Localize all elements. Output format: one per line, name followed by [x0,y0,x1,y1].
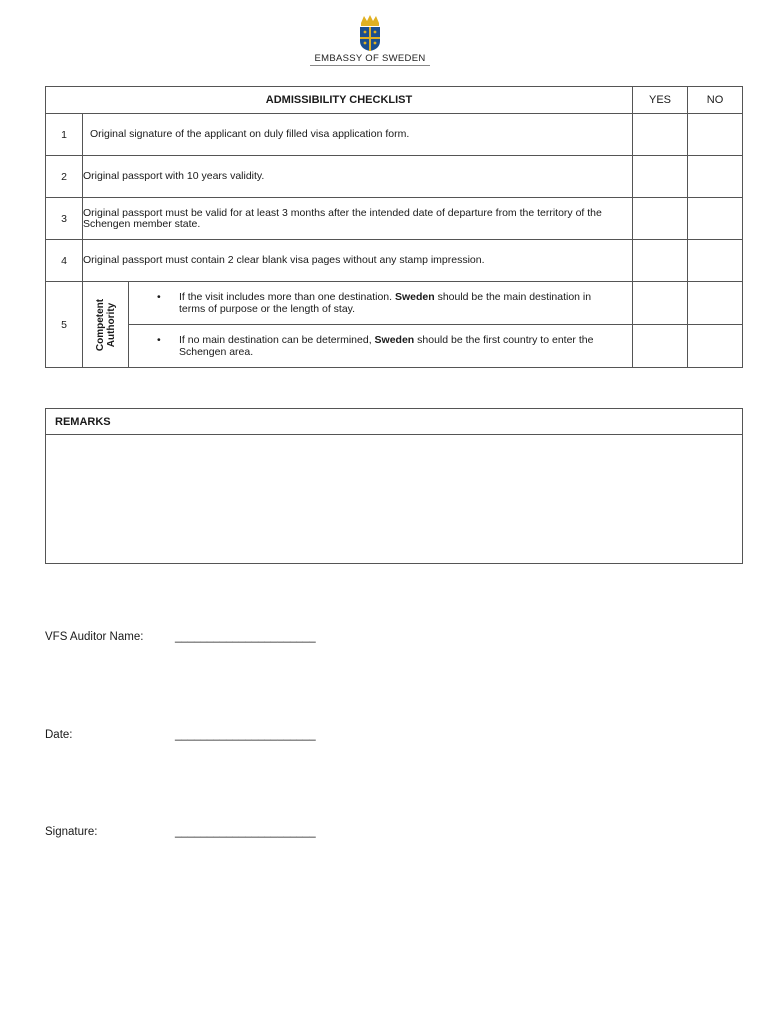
embassy-logo [310,14,430,70]
checklist-title: ADMISSIBILITY CHECKLIST [46,87,633,114]
list-item [129,291,632,315]
vfs-auditor-name-field [45,631,316,643]
competent-authority-label [95,298,117,350]
yes-checkbox-cell[interactable] [633,240,688,282]
signature-field [45,826,316,838]
row-text: Original passport must be valid for at least 3 months after the intended date of departure from the territory of the Schengen member state. [83,198,633,240]
field-label: Date: [45,729,73,741]
remarks-title: REMARKS [46,409,742,435]
competent-authority-cell [83,282,129,368]
no-column-header: NO [688,87,743,114]
table-row [46,325,743,368]
bullet-text: If the visit includes more than one destination. Sweden should be the main destination in terms of purpose or the length of stay. [179,291,592,315]
row-number: 3 [46,198,83,240]
competent-authority-line2: Authority [105,302,117,347]
signature-line[interactable]: ______________________ [175,631,316,643]
remarks-input-area[interactable] [46,435,742,563]
row-text: Original signature of the applicant on duly filled visa application form. [83,114,633,156]
date-field [45,729,316,741]
no-checkbox-cell[interactable] [688,156,743,198]
no-checkbox-cell[interactable] [688,198,743,240]
competent-authority-line1: Competent [94,298,106,351]
swedish-coat-of-arms-icon [357,14,383,52]
bullet-icon: • [157,291,161,303]
row-number: 1 [46,114,83,156]
table-row [46,114,743,156]
no-checkbox-cell[interactable] [688,282,743,325]
remarks-box [45,408,743,564]
field-label: VFS Auditor Name: [45,631,144,643]
list-item [129,334,632,358]
row-text: Original passport with 10 years validity. [83,156,633,198]
no-checkbox-cell[interactable] [688,114,743,156]
yes-column-header: YES [633,87,688,114]
row-number: 2 [46,156,83,198]
row-number: 5 [46,282,83,368]
table-row [46,198,743,240]
bullet-icon: • [157,334,161,346]
logo-underline [310,65,430,66]
signature-line[interactable]: ______________________ [175,826,316,838]
row-number: 4 [46,240,83,282]
no-checkbox-cell[interactable] [688,240,743,282]
bullet-text: If no main destination can be determined, Sweden should be the first country to enter the Schengen area. [179,334,594,358]
yes-checkbox-cell[interactable] [633,325,688,368]
table-row [46,282,743,325]
bullet-cell [129,325,633,368]
yes-checkbox-cell[interactable] [633,156,688,198]
yes-checkbox-cell[interactable] [633,282,688,325]
row-text: Original passport must contain 2 clear blank visa pages without any stamp impression. [83,240,633,282]
bullet-cell [129,282,633,325]
yes-checkbox-cell[interactable] [633,198,688,240]
field-label: Signature: [45,826,98,838]
admissibility-checklist-table [45,86,743,368]
table-row [46,156,743,198]
logo-text: EMBASSY OF SWEDEN [314,53,426,64]
yes-checkbox-cell[interactable] [633,114,688,156]
signature-line[interactable]: ______________________ [175,729,316,741]
table-row [46,240,743,282]
checklist-header-row [46,87,743,114]
no-checkbox-cell[interactable] [688,325,743,368]
